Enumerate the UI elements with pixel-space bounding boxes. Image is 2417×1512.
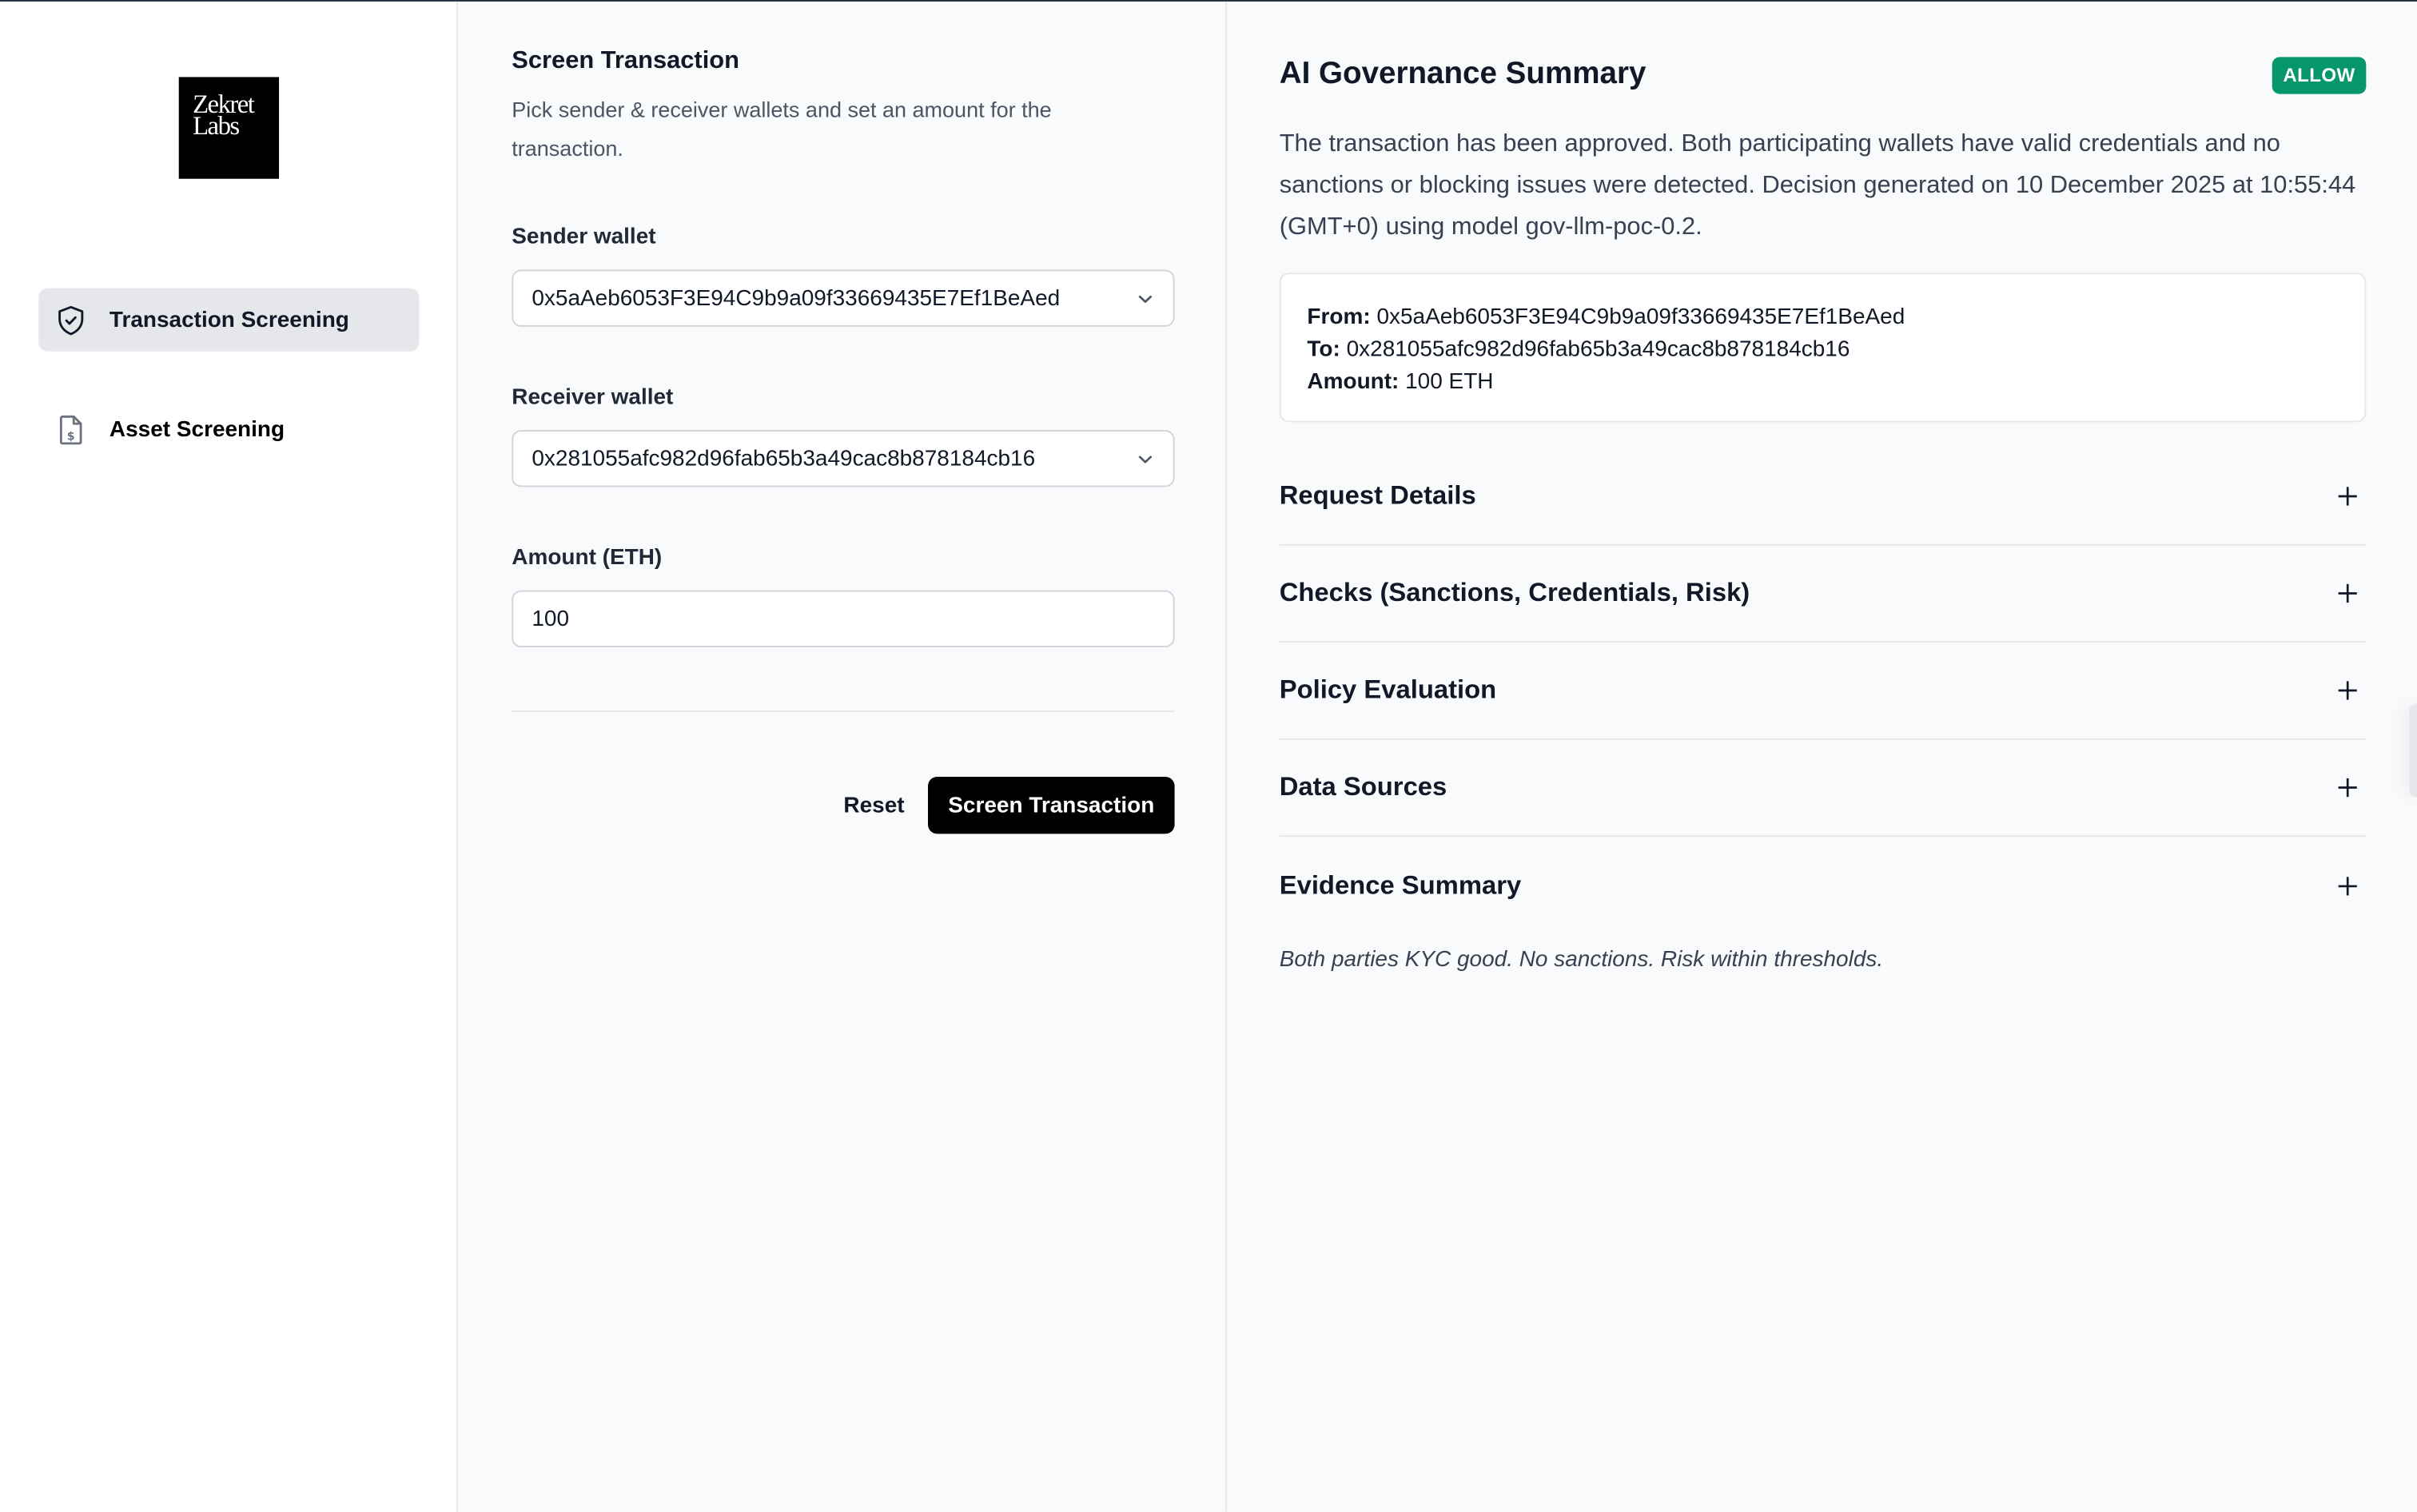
logo-line-2: Labs: [193, 110, 239, 141]
shield-check-icon: [54, 303, 87, 336]
accordion-label: Data Sources: [1279, 772, 1447, 802]
accordion-label: Checks (Sanctions, Credentials, Risk): [1279, 578, 1750, 607]
screen-transaction-button[interactable]: Screen Transaction: [928, 777, 1175, 834]
receiver-wallet-select[interactable]: [512, 430, 1174, 487]
tx-to-label: To:: [1307, 337, 1340, 363]
plus-icon: [2337, 583, 2359, 604]
chevron-down-icon: [1136, 289, 1154, 308]
edge-drawer-handle[interactable]: [2409, 704, 2417, 797]
sidebar: [0, 2, 458, 1512]
accordion-policy-evaluation[interactable]: [1280, 643, 2367, 739]
chevron-down-icon: [1136, 449, 1154, 468]
ai-governance-summary-panel: [1227, 2, 2417, 1512]
tx-amount-value: 100 ETH: [1405, 369, 1494, 395]
tx-from-value: 0x5aAeb6053F3E94C9b9a09f33669435E7Ef1BeAed: [1376, 304, 1905, 330]
plus-icon: [2337, 679, 2359, 701]
accordion-label: Policy Evaluation: [1279, 674, 1497, 705]
sender-wallet-label: Sender wallet: [512, 225, 656, 250]
amount-label: Amount (ETH): [512, 545, 663, 571]
summary-text: The transaction has been approved. Both participating wallets have valid credentials and no sanctions or blocking issues were detected. Decision generated on 10 December 2025 at 10:55:44 (GMT+0) using model gov-llm-poc-0.2.: [1279, 130, 2356, 241]
receiver-wallet-value: 0x281055afc982d96fab65b3a49cac8b878184cb16: [532, 446, 1036, 472]
sidebar-item-asset-screening[interactable]: [38, 398, 419, 461]
accordion-label: Request Details: [1279, 480, 1476, 511]
plus-icon: [2337, 777, 2359, 798]
tx-amount-row: [1307, 367, 2338, 399]
reset-button[interactable]: Reset: [843, 793, 905, 818]
accordion-label: Evidence Summary: [1279, 869, 1522, 900]
sidebar-item-label: Transaction Screening: [109, 307, 349, 332]
accordion-request-details[interactable]: [1280, 448, 2367, 545]
sender-wallet-select[interactable]: [512, 269, 1174, 326]
form-title: Screen Transaction: [512, 47, 739, 74]
receiver-wallet-label: Receiver wallet: [512, 385, 674, 410]
tx-from-row: [1307, 302, 2338, 334]
zekret-labs-logo[interactable]: [179, 77, 279, 178]
tx-from-label: From:: [1307, 304, 1371, 330]
transaction-details-card: [1280, 273, 2367, 422]
logo-line-1: Zekret: [193, 89, 254, 119]
sender-wallet-value: 0x5aAeb6053F3E94C9b9a09f33669435E7Ef1BeAed: [532, 285, 1061, 311]
amount-value: 100: [532, 606, 570, 631]
summary-title: AI Governance Summary: [1279, 57, 1647, 91]
document-dollar-icon: [54, 412, 87, 446]
svg-text:$: $: [66, 429, 75, 443]
tx-to-row: [1307, 334, 2338, 366]
form-description: Pick sender & receiver wallets and set an amount for the transaction.: [512, 97, 1052, 161]
sidebar-item-label: Asset Screening: [109, 416, 285, 442]
accordion-evidence-summary[interactable]: [1280, 837, 2367, 933]
accordion-data-sources[interactable]: [1280, 740, 2367, 837]
tx-amount-label: Amount:: [1307, 369, 1400, 395]
amount-input[interactable]: [512, 591, 1174, 647]
form-divider: [512, 710, 1174, 712]
plus-icon: [2337, 485, 2359, 507]
tx-to-value: 0x281055afc982d96fab65b3a49cac8b878184cb16: [1346, 337, 1850, 363]
decision-status-badge: ALLOW: [2272, 57, 2367, 94]
plus-icon: [2337, 874, 2359, 896]
accordion-checks[interactable]: [1280, 546, 2367, 643]
sidebar-item-transaction-screening[interactable]: [38, 288, 419, 352]
screen-transaction-form: [458, 2, 1227, 1512]
evidence-summary-note: Both parties KYC good. No sanctions. Risk within thresholds.: [1279, 948, 1884, 973]
